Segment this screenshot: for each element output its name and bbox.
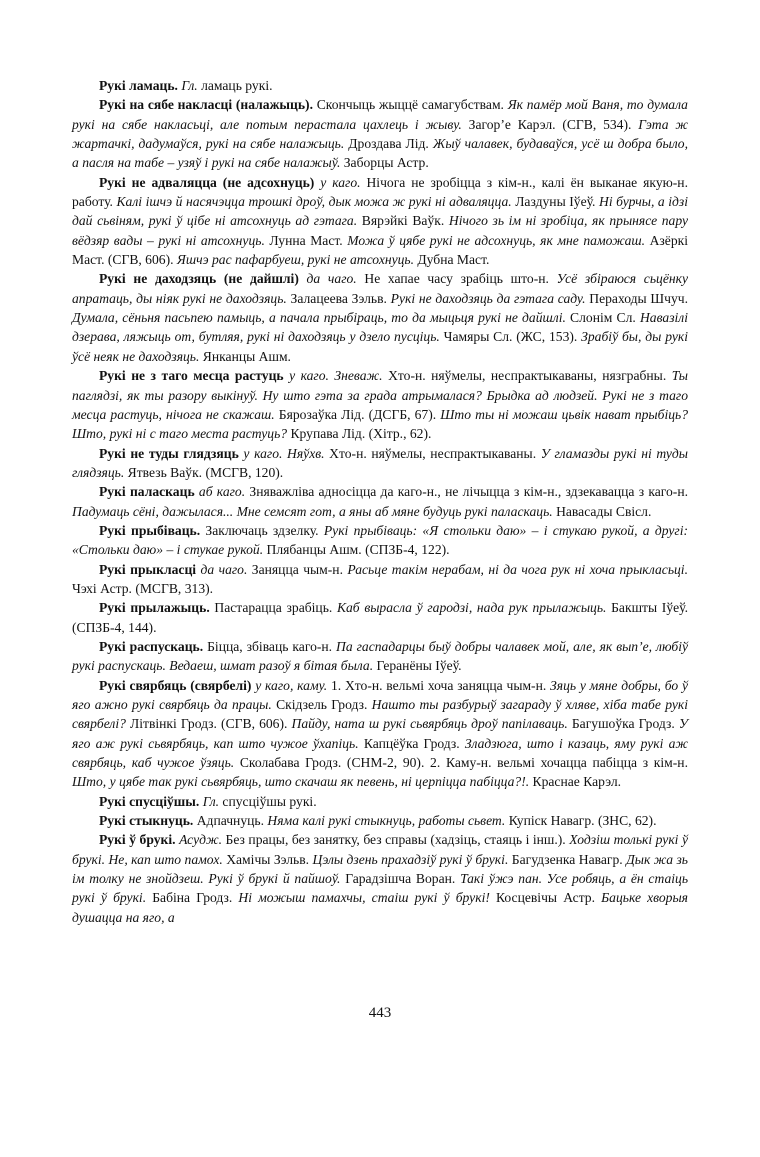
entry-italic-text: Што, у цябе так рукі сьвярбяць, што скачаш як певень, ні церпіцца пабіцца?!.	[72, 774, 530, 790]
entry-text: Загор’е Карэл. (СГВ, 534).	[461, 116, 639, 132]
entry-text: Залацеева Зэльв.	[286, 290, 391, 306]
entry-italic-text: Нашто ты разбурыў загараду ў хляве, хіба табе рукі свярбелі?	[72, 697, 689, 732]
entry-text: Чэхі Астр. (МСГВ, 313).	[72, 580, 214, 596]
entry-text: Пастарацца зрабіць.	[209, 600, 337, 616]
entry-italic-text: Пайду, ната ш рукі сьвярбяць дроў папілаваць.	[291, 716, 568, 732]
entry-text: Скідзель Гродз.	[271, 697, 372, 712]
entry-text: ламаць рукі.	[197, 78, 273, 93]
entry-text: Гарадзішча Воран.	[340, 871, 461, 887]
entry-italic-text: Можа ў цябе рукі не адсохнуць, як мне паможаш.	[347, 232, 646, 248]
entry-headword: Рукі на сябе накласці (налажыць).	[99, 97, 313, 113]
entry-text: Бабіна Гродз.	[146, 890, 239, 906]
entry-italic-text: Гл.	[202, 793, 220, 809]
entry-italic-text: Ні можыш памахчы, стаіш рукі ў брукі!	[238, 890, 490, 906]
entry-text: Дроздава Лід.	[344, 136, 433, 152]
entry-italic-text: Ты паглядзі, як ты разору выкінуў. Ну што гэта за града атрымалася? Брыдка ад людзей. Рукі не з таго месца растуць, нічога не скажаш.	[72, 368, 688, 422]
entry-text: Сколабава Гродз. (СНМ-2, 90). 2. Каму-н. вельмі хочацца пабіцца з кім-н.	[234, 755, 688, 771]
entry-italic-text: Жыў чалавек, будаваўся, усё ш добра было, а пасля на табе – узяў і рукі на сябе налажыў.	[72, 136, 688, 171]
entry-italic-text: да чаго.	[298, 271, 357, 287]
entry-italic-text: Як памёр мой Ваня, то думала рукі на сябе накласьці, але потым перастала цахлець і жыву.	[72, 97, 688, 132]
entry-text: Заборцы Астр.	[340, 155, 429, 171]
dictionary-entry	[72, 811, 688, 830]
entry-italic-text: Каб вырасла ў гародзі, нада рук прылажыць.	[336, 600, 607, 616]
entry-headword: Рукі не даходзяць (не дайшлі)	[99, 271, 299, 287]
entry-italic-text: Зяць у мяне добры, бо ў яго ажно рукі свярбяць да працы.	[72, 677, 688, 712]
entry-text: Хто-н. няўмелы, неспрактыкаваны.	[324, 445, 541, 461]
entry-italic-text: Навазілі дзерава, ляжыць от, бутляя, рукі ні даходзяць у дзело пусціць.	[72, 310, 688, 345]
entry-headword: Рукі ў брукі.	[99, 832, 176, 848]
dictionary-entry	[72, 676, 688, 792]
entry-italic-text: Усё збіраюся сьцёнку апратаць, ды ніяк рукі не даходзяць.	[72, 271, 688, 306]
entry-italic-text: у каго. Няўхв.	[238, 445, 325, 461]
entry-italic-text: Па гаспадарцы быў добры чалавек мой, але, як вып’е, любіў рукі распускаць. Ведаеш, шмат разоў я бітая была.	[72, 638, 689, 674]
entry-italic-text: аб каго.	[194, 484, 246, 500]
entry-text: Адпачнуць.	[193, 813, 268, 829]
entry-italic-text: Думала, сёньня пасьпею памыць, а пачала прыбіраць, то да мыцьця рукі не дайшлі.	[72, 310, 566, 326]
dictionary-entry	[72, 76, 688, 95]
entry-text: Геранёны Іўеў.	[373, 658, 462, 674]
entry-italic-text: Падумаць сёні, дажылася... Мне семсят гот, а яны аб мяне будуць рукі паласкаць.	[72, 503, 553, 519]
entry-italic-text: Зладзюга, што і казаць, яму рукі аж свярбяць, каб чужое ўзяць.	[72, 735, 689, 771]
entry-italic-text: да чаго.	[196, 561, 248, 577]
dictionary-entry	[72, 637, 688, 676]
entry-text: Пераходы Шчуч.	[585, 290, 689, 306]
entry-italic-text: Дык жа зь ім толку не знойдзеш. Рукі ў брукі й пайшоў.	[72, 851, 688, 887]
entry-text: Хто-н. няўмелы, неспрактыкаваны, нязграбны.	[382, 368, 672, 384]
entry-italic-text: Гэта ж жартачкі, дадумаўся, рукі на сябе налажыць.	[72, 116, 688, 152]
entry-text: Чамяры Сл. (ЖС, 153).	[439, 329, 582, 345]
dictionary-entry	[72, 269, 688, 366]
entry-text: Плябанцы Ашм. (СПЗБ-4, 122).	[263, 542, 450, 558]
dictionary-entry	[72, 521, 688, 560]
entry-italic-text: Што ты ні можаш цьвік нават прыбіць? Што, рукі ні с таго места растуць?	[72, 406, 689, 442]
entry-italic-text: Ні бурчы, а ідзі дай сьвіням, рукі ў цібе ні атсохнуць ад гэтага.	[72, 194, 688, 229]
entry-headword: Рукі ламаць.	[99, 78, 178, 93]
entry-italic-text: Рукі не даходзяць да гэтага саду.	[390, 290, 586, 306]
entry-text: Лаздуны Іўеў.	[511, 194, 599, 210]
entry-text: Крупава Лід. (Хітр., 62).	[287, 426, 432, 442]
entry-text: Без працы, без занятку, без справы (хадзіць, стаяць і інш.).	[222, 832, 570, 848]
dictionary-entry	[72, 444, 688, 483]
entry-headword: Рукі не туды глядзяць	[99, 445, 239, 461]
entry-text: Зняважліва адносіцца да каго-н., не лічыцца з кім-н., здзекавацца з каго-н.	[245, 484, 689, 500]
entry-italic-text: Ходзіш толькі рукі ў брукі. Не, кап што памох.	[72, 832, 689, 867]
entry-italic-text: Нічого зь ім ні зробіца, як прынясе пару вёдзяр вады – рукі ні атсохнуць.	[72, 213, 688, 248]
entry-italic-text: У яго аж рукі сьвярбяць, кап што чужое ўхапіць.	[72, 716, 688, 751]
dictionary-entry	[72, 173, 688, 270]
entry-text: Нічога не зробіцца з кім-н., калі ён выканае якую-н. работу.	[72, 174, 688, 210]
entry-text: Янканцы Ашм.	[199, 348, 291, 364]
entry-text: Лунна Маст.	[264, 232, 348, 248]
entry-headword: Рукі прыкласці	[99, 561, 197, 577]
entry-text: Купіск Навагр. (ЗНС, 62).	[505, 813, 657, 829]
entry-text: Дубна Маст.	[414, 252, 490, 268]
entry-text: Не хапае часу зрабіць што-н.	[356, 271, 557, 287]
entry-headword: Рукі паласкаць	[99, 484, 195, 500]
entry-text: Азёркі Маст. (СГВ, 606).	[72, 232, 689, 268]
entry-headword: Рукі свярбяць (свярбелі)	[99, 677, 252, 693]
entry-italic-text: Цэлы дзень прахадзіў рукі ў брукі.	[312, 851, 509, 867]
entry-italic-text: Расьце такім нерабам, ні да чога рук ні хоча прыкласьці.	[347, 561, 688, 577]
dictionary-page-body	[72, 76, 688, 927]
dictionary-entry	[72, 792, 688, 811]
dictionary-entry	[72, 482, 688, 521]
dictionary-entry	[72, 560, 688, 599]
dictionary-entry	[72, 598, 688, 637]
entry-italic-text: Такі ўжэ пан. Усе робяць, а ён стаіць рукі ў брукі.	[72, 871, 689, 906]
entry-text: Літвінкі Гродз. (СГВ, 606).	[125, 716, 292, 732]
entry-text: Краснае Карэл.	[529, 774, 622, 790]
entry-text: Бярозаўка Лід. (ДСГБ, 67).	[274, 406, 441, 422]
entry-text: Біцца, збіваць каго-н.	[203, 638, 337, 654]
entry-text: Заключаць здзелку.	[200, 522, 324, 538]
entry-text: 1. Хто-н. вельмі хоча заняцца чым-н.	[327, 677, 551, 693]
entry-text: Бакшты Іўеў. (СПЗБ-4, 144).	[72, 600, 688, 635]
entry-headword: Рукі распускаць.	[99, 638, 204, 654]
entry-italic-text: у каго.	[314, 174, 361, 190]
entry-italic-text: Рукі прыбіваць: «Я стольки даю» – і стукаю рукой, а другі: «Стольки даю» – і стукае рукой.	[72, 522, 688, 558]
entry-italic-text: у каго, каму.	[251, 677, 328, 693]
entry-italic-text: у каго. Зневаж.	[283, 368, 383, 384]
entry-text: Заняцца чым-н.	[247, 561, 348, 577]
entry-text: спусціўшы рукі.	[219, 793, 317, 809]
entry-italic-text: Калі ішчэ й насячэцца трошкі дроў, дык можа ж рукі ні адваляцца.	[116, 194, 512, 210]
entry-headword: Рукі прылажыць.	[99, 600, 210, 616]
entry-text: Багудзенка Навагр.	[508, 851, 627, 867]
entry-text: Скончыць жыццё самагубствам.	[312, 97, 508, 113]
entry-text: Навасады Свісл.	[552, 503, 652, 519]
entry-italic-text: Няма калі рукі стыкнуць, работы сьвет.	[267, 813, 506, 829]
entry-headword: Рукі прыбіваць.	[99, 522, 201, 538]
entry-text: Слонім Сл.	[565, 310, 640, 326]
entry-headword: Рукі не з таго месца растуць	[99, 368, 284, 384]
entry-text: Ятвезь Ваўк. (МСГВ, 120).	[124, 464, 284, 480]
entry-italic-text: У гламазды рукі ні туды глядзяць.	[72, 445, 688, 480]
entry-italic-text: Яшчэ рас пафарбуеш, рукі не атсохнуць.	[176, 252, 415, 268]
dictionary-entry	[72, 830, 688, 927]
dictionary-entry	[72, 366, 688, 443]
entry-headword: Рукі не адваляцца (не адсохнуць)	[99, 174, 315, 190]
dictionary-entry	[72, 95, 688, 172]
entry-italic-text: Бацьке хворыя душацца на яго, а	[72, 890, 688, 925]
entry-italic-text: Гл.	[181, 78, 198, 93]
entry-italic-text: Зрабіў бы, ды рукі ўсё неяк не даходзяць.	[72, 329, 688, 364]
entry-text: Багушоўка Гродз.	[567, 716, 679, 732]
page-number: 443	[368, 1005, 392, 1021]
entry-text: Хамічы Зэльв.	[222, 851, 313, 867]
entry-text: Капцёўка Гродз.	[358, 735, 465, 751]
entry-italic-text: Асудж.	[179, 832, 223, 848]
entry-text: Косцевічы Астр.	[489, 890, 602, 906]
entry-headword: Рукі спусціўшы.	[99, 793, 200, 809]
entry-headword: Рукі стыкнуць.	[99, 813, 194, 829]
entry-text: Вярэйкі Ваўк.	[357, 213, 449, 229]
